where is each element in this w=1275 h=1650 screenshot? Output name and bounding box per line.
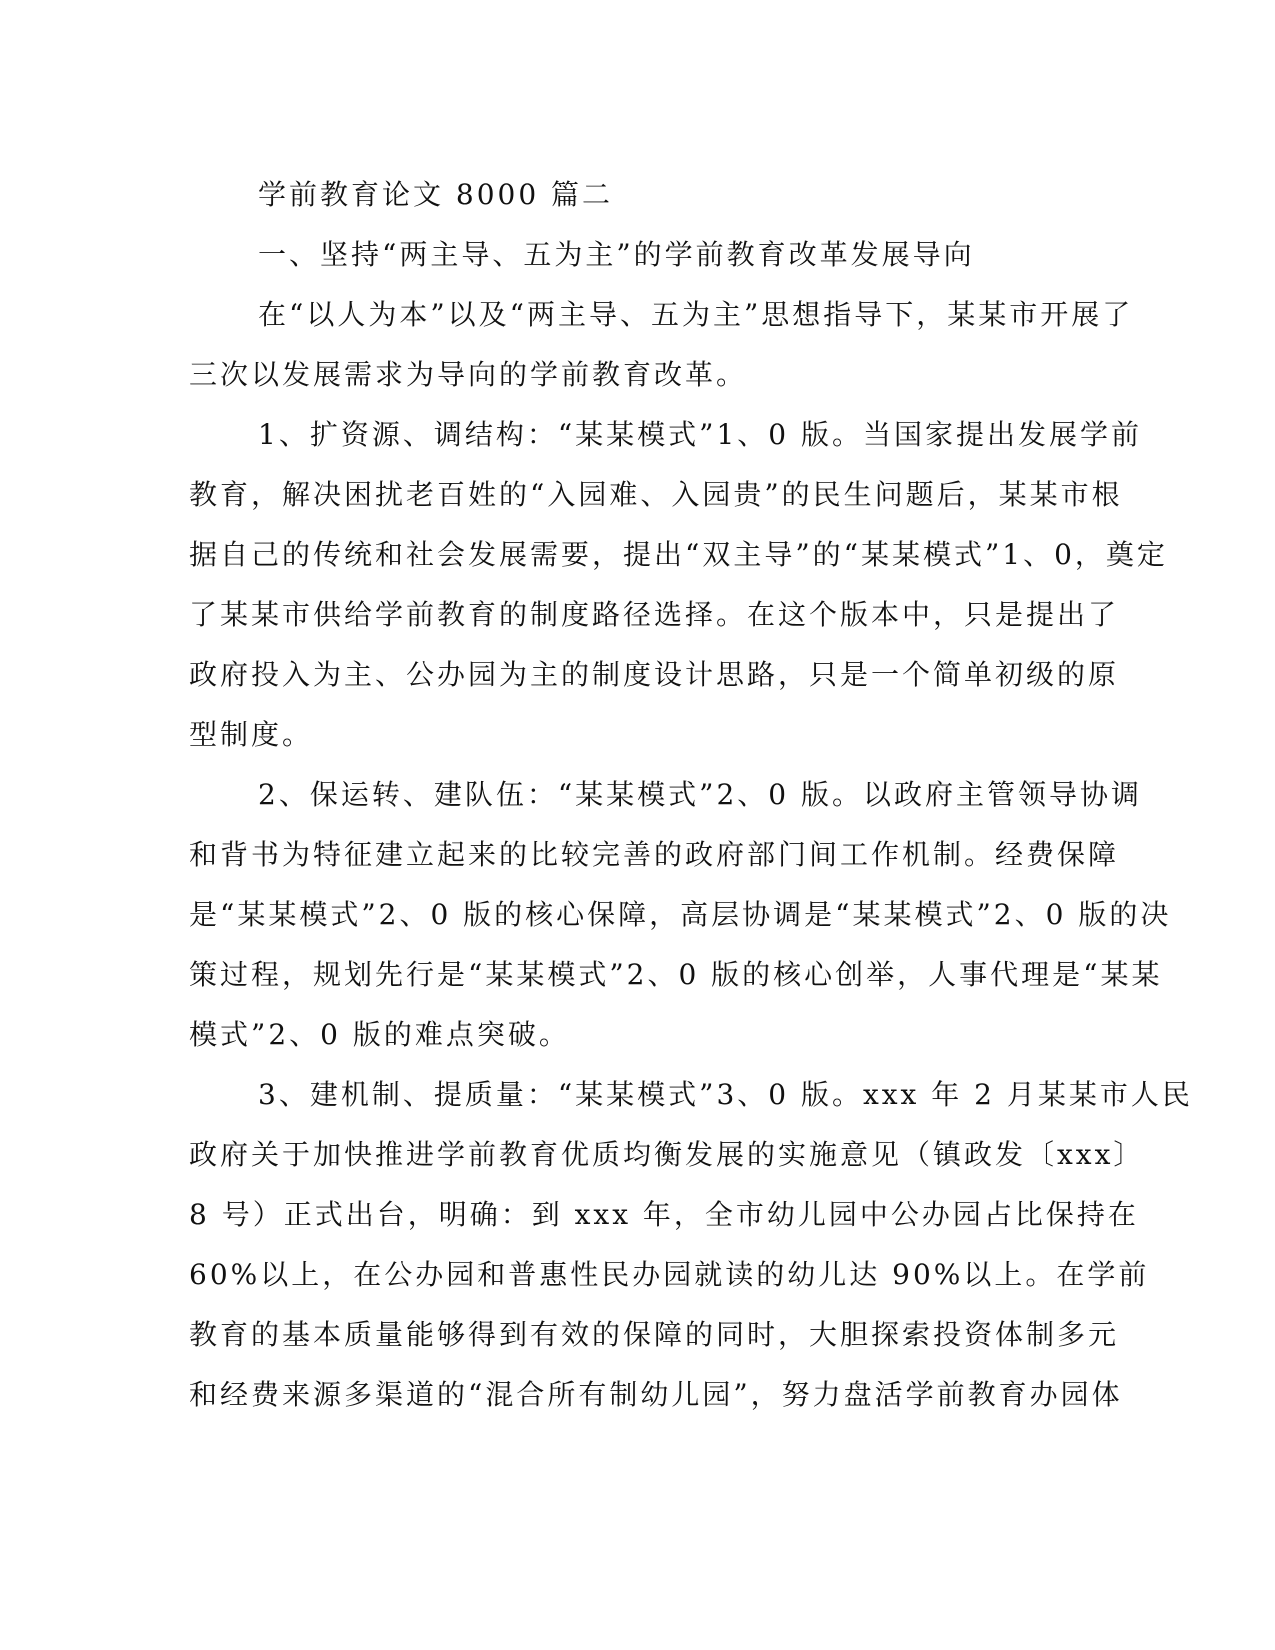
paragraph-line: 模式”2、0 版的难点突破。: [189, 1018, 570, 1051]
paragraph-line: 1、扩资源、调结构：“某某模式”1、0 版。当国家提出发展学前: [258, 418, 1142, 451]
paragraph-version-1: [189, 405, 1168, 765]
paragraph-line: 三次以发展需求为导向的学前教育改革。: [189, 358, 748, 391]
paragraph-version-3: [189, 1065, 1193, 1425]
paragraph-line: 型制度。: [189, 718, 314, 751]
paragraph-line: 和经费来源多渠道的“混合所有制幼儿园”，努力盘活学前教育办园体: [189, 1378, 1123, 1411]
paragraph-line: 政府投入为主、公办园为主的制度设计思路，只是一个简单初级的原: [189, 658, 1120, 691]
paragraph-line: 教育的基本质量能够得到有效的保障的同时，大胆探索投资体制多元: [189, 1318, 1120, 1351]
paragraph-line: 和背书为特征建立起来的比较完善的政府部门间工作机制。经费保障: [189, 838, 1120, 871]
paragraph-line: 是“某某模式”2、0 版的核心保障，高层协调是“某某模式”2、0 版的决: [189, 898, 1172, 931]
paragraph-intro: [189, 285, 1134, 405]
paragraph-version-2: [189, 765, 1172, 1065]
paragraph-line: 在“以人为本”以及“两主导、五为主”思想指导下，某某市开展了: [258, 298, 1134, 331]
paragraph-line: 策过程，规划先行是“某某模式”2、0 版的核心创举，人事代理是“某某: [189, 958, 1163, 991]
paragraph-line: 8 号）正式出台，明确：到 xxx 年，全市幼儿园中公办园占比保持在: [189, 1198, 1139, 1231]
paragraph-line: 据自己的传统和社会发展需要，提出“双主导”的“某某模式”1、0，奠定: [189, 538, 1168, 571]
section-heading: 一、坚持“两主导、五为主”的学前教育改革发展导向: [258, 238, 975, 271]
document-title: 学前教育论文 8000 篇二: [258, 178, 614, 211]
paragraph-line: 了某某市供给学前教育的制度路径选择。在这个版本中，只是提出了: [189, 598, 1120, 631]
document-body: [189, 165, 1193, 1425]
paragraph-line: 60%以上，在公办园和普惠性民办园就读的幼儿达 90%以上。在学前: [189, 1258, 1150, 1291]
paragraph-line: 2、保运转、建队伍：“某某模式”2、0 版。以政府主管领导协调: [258, 778, 1142, 811]
paragraph-line: 3、建机制、提质量：“某某模式”3、0 版。xxx 年 2 月某某市人民: [258, 1078, 1193, 1111]
paragraph-line: 政府关于加快推进学前教育优质均衡发展的实施意见（镇政发〔xxx〕: [189, 1138, 1145, 1171]
paragraph-line: 教育，解决困扰老百姓的“入园难、入园贵”的民生问题后，某某市根: [189, 478, 1123, 511]
